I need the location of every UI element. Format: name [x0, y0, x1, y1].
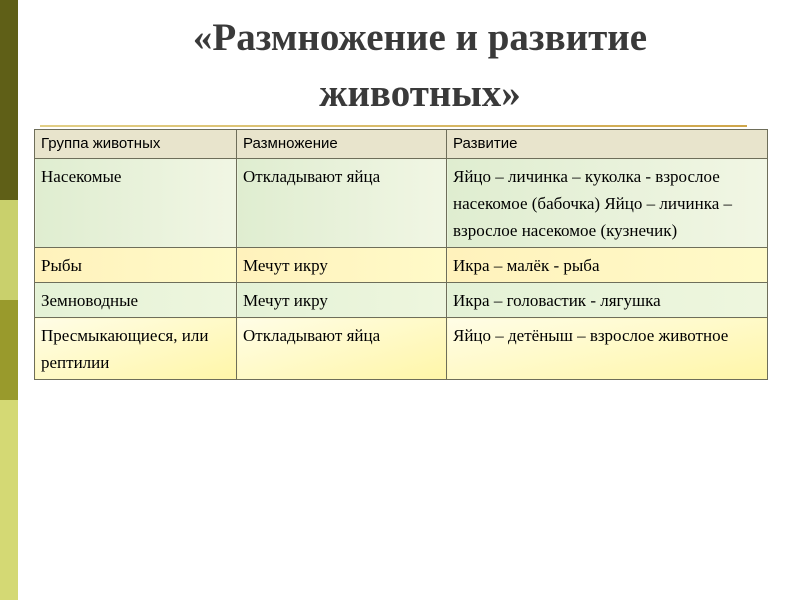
- cell-reproduction: Мечут икру: [237, 248, 447, 283]
- title-line-2: животных»: [319, 72, 521, 115]
- sidebar-stripe: [0, 0, 18, 600]
- cell-group: Рыбы: [35, 248, 237, 283]
- table-row: [35, 283, 768, 318]
- sidebar-segment: [0, 300, 18, 400]
- cell-group: Насекомые: [35, 159, 237, 248]
- cell-group: Земноводные: [35, 283, 237, 318]
- cell-development: Яйцо – детёныш – взрослое животное: [447, 318, 768, 380]
- sidebar-segment: [0, 0, 18, 200]
- header-development: Развитие: [447, 130, 768, 159]
- table-header-row: [35, 130, 768, 159]
- cell-group: Пресмыкающиеся, или рептилии: [35, 318, 237, 380]
- slide-title: [40, 10, 800, 122]
- animals-table: [34, 129, 768, 380]
- cell-reproduction: Мечут икру: [237, 283, 447, 318]
- table-row: [35, 248, 768, 283]
- cell-reproduction: Откладывают яйца: [237, 318, 447, 380]
- header-reproduction: Размножение: [237, 130, 447, 159]
- header-group: Группа животных: [35, 130, 237, 159]
- title-line-1: «Размножение и развитие: [192, 16, 648, 59]
- sidebar-segment: [0, 400, 18, 600]
- title-divider: [40, 125, 747, 127]
- table-row: [35, 318, 768, 380]
- cell-development: Икра – малёк - рыба: [447, 248, 768, 283]
- cell-reproduction: Откладывают яйца: [237, 159, 447, 248]
- cell-development: Яйцо – личинка – куколка - взрослое насекомое (бабочка) Яйцо – личинка – взрослое насекомое (кузнечик): [447, 159, 768, 248]
- cell-development: Икра – головастик - лягушка: [447, 283, 768, 318]
- sidebar-segment: [0, 200, 18, 300]
- table-row: [35, 159, 768, 248]
